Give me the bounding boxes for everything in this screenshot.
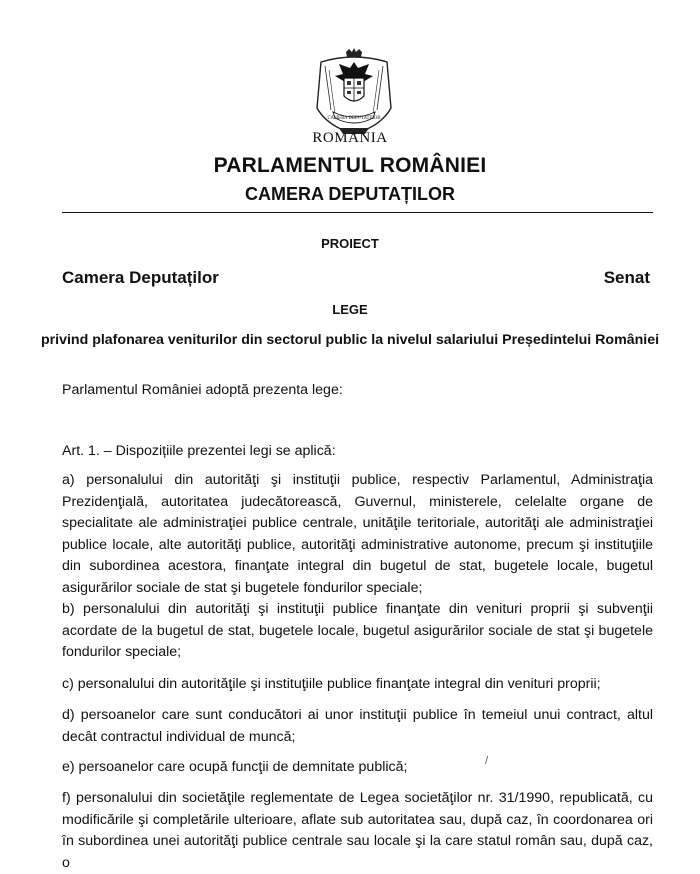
- law-title: privind plafonarea veniturilor din sectorul public la nivelul salariului Președintelui României: [40, 332, 660, 348]
- document-type-label: PROIECT: [321, 236, 379, 251]
- article-1-heading: Art. 1. – Dispozițiile prezentei legi se aplică:: [62, 443, 336, 459]
- preamble: Parlamentul României adoptă prezenta lege:: [62, 382, 343, 398]
- article-1-paragraph-e: e) persoanelor care ocupă funcţii de demnitate publică;: [62, 759, 408, 775]
- origin-chamber-left: Camera Deputaților: [62, 268, 219, 287]
- parliament-title: PARLAMENTUL ROMÂNIEI: [213, 154, 487, 177]
- article-1-paragraph-f: f) personalului din societăţile reglementate de Legea societăţilor nr. 31/1990, republicată, cu modificările şi completările ulterioare, aflate sub autoritatea sau, după caz, în coordonarea ori în subordinea unei autorităţi publice centrale sau locale şi la care statul român sau, după caz, o: [62, 790, 653, 871]
- crest-seal-text: CAMERA DEPUTAȚILOR: [327, 115, 381, 120]
- coat-of-arms-icon: [311, 48, 397, 142]
- origin-chamber-right: Senat: [603, 268, 650, 287]
- article-1-paragraph-c: c) personalului din autorităţile şi instituţiile publice finanţate integral din venituri proprii;: [62, 676, 601, 692]
- article-1-paragraph-d: d) persoanelor care sunt conducători ai unor instituţii publice în temeiul unui contract, altul decât contractul individual de muncă;: [62, 707, 653, 745]
- article-1-paragraph-b: b) personalului din autorităţi şi instituţii publice finanţate din venituri proprii şi subvenţii acordate de la bugetul de stat, bugetele locale, bugetul asigurărilor sociale de stat şi bugetele fondurilor speciale;: [62, 601, 653, 660]
- header-divider: [62, 212, 653, 213]
- act-type-heading: LEGE: [332, 302, 368, 317]
- article-1-paragraph-a: a) personalului din autorităţi şi instituţii publice, respectiv Parlamentul, Administraţia Prezidenţială, autoritatea judecătorească, Guvernul, ministerele, celelalte organe de specialitate ale administraţiei publice centrale, unităţile teritoriale, autorităţi ale administraţiei publice locale, alte autorităţi publice, autorităţi administrative autonome, precum şi instituţiile din subordinea acestora, finanţate integral din bugetul de stat, bugetele locale, bugetul asigurărilor sociale de stat şi bugetele fondurilor speciale;: [62, 472, 653, 596]
- margin-mark: /: [485, 755, 489, 767]
- chamber-title: CAMERA DEPUTAȚILOR: [245, 184, 455, 204]
- country-name: ROMANIA: [312, 130, 388, 146]
